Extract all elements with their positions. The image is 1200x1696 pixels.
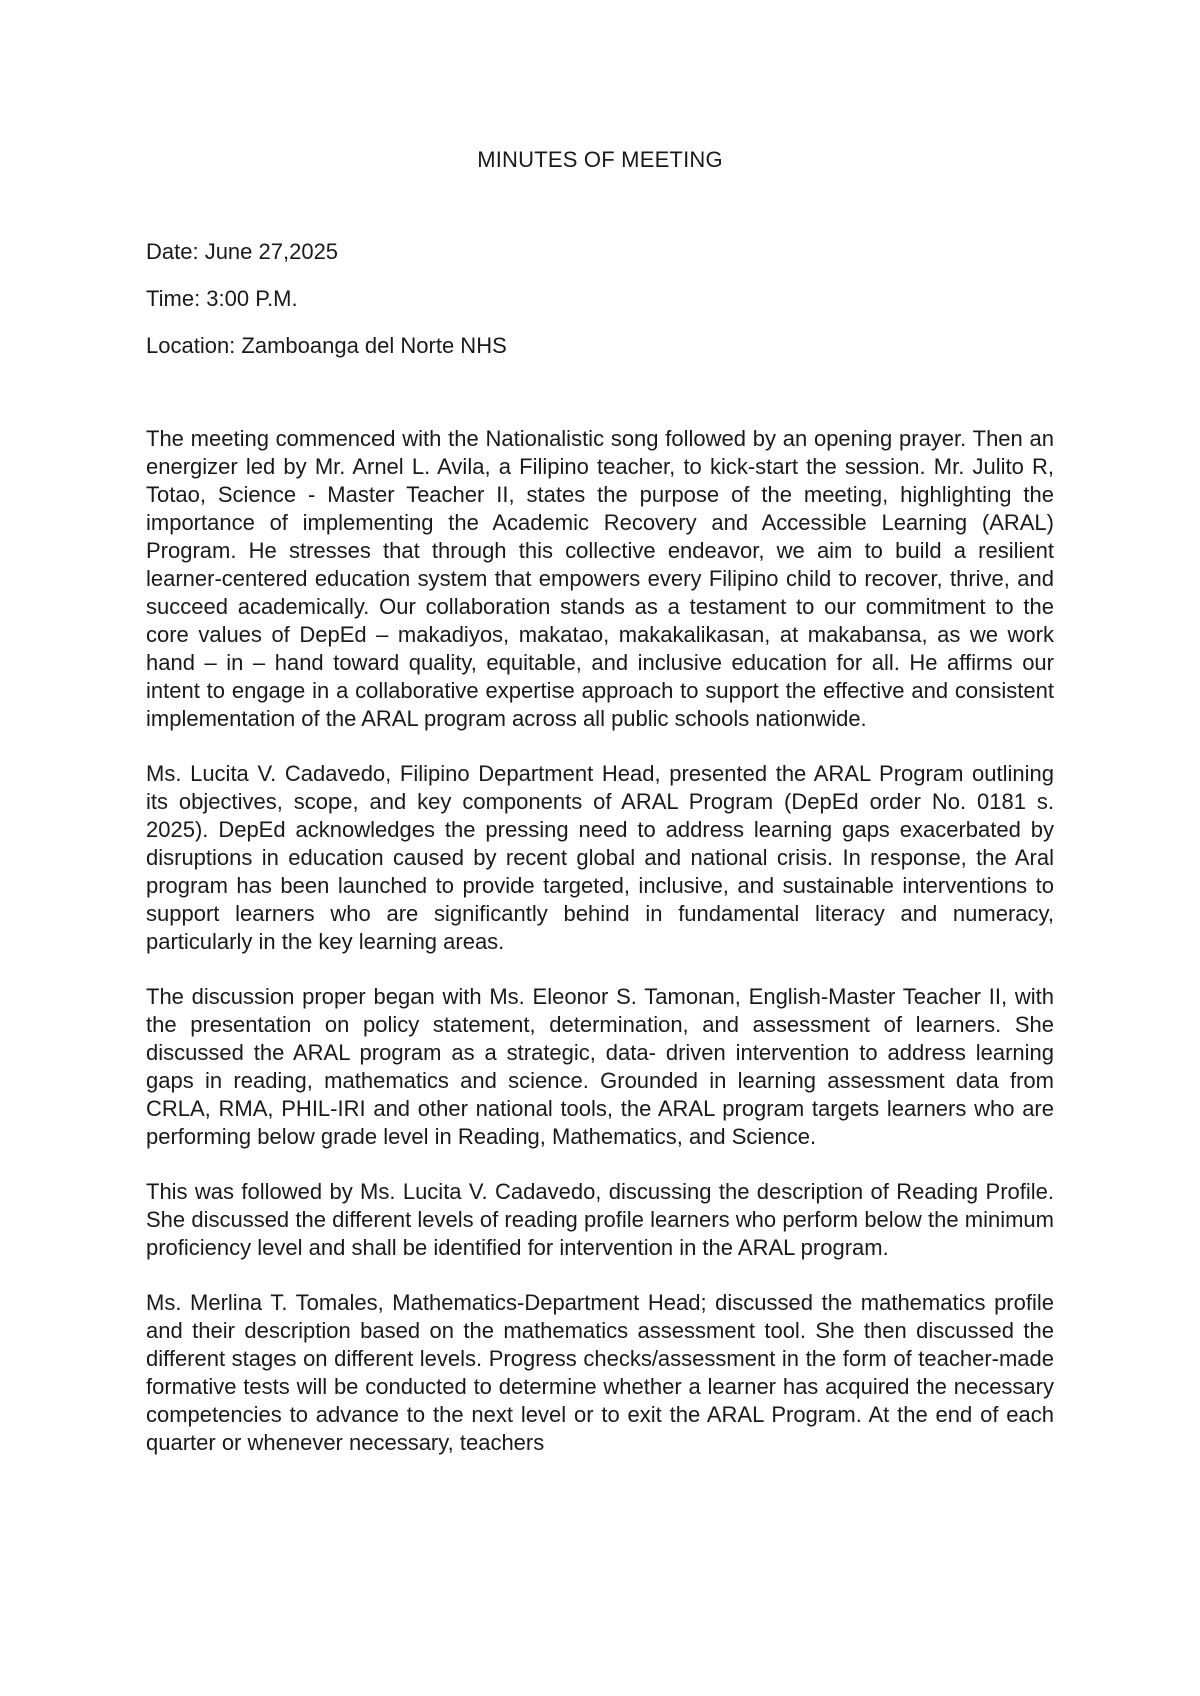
- minutes-body: [146, 425, 1054, 1484]
- paragraph-discussion-proper: The discussion proper began with Ms. Eleonor S. Tamonan, English-Master Teacher II, with the presentation on policy statement, determination, and assessment of learners. She discussed the ARAL program as a strategic, data- driven intervention to address learning gaps in reading, mathematics and science. Grounded in learning assessment data from CRLA, RMA, PHIL-IRI and other national tools, the ARAL program targets learners who are performing below grade level in Reading, Mathematics, and Science.: [146, 984, 1054, 1149]
- paragraph-opening: The meeting commenced with the Nationalistic song followed by an opening prayer. Then an energizer led by Mr. Arnel L. Avila, a Filipino teacher, to kick-start the session. Mr. Julito R, Totao, Science - Master Teacher II, states the purpose of the meeting, highlighting the importance of implementing the Academic Recovery and Accessible Learning (ARAL) Program. He stresses that through this collective endeavor, we aim to build a resilient learner-centered education system that empowers every Filipino child to recover, thrive, and succeed academically. Our collaboration stands as a testament to our commitment to the core values of DepEd – makadiyos, makatao, makakalikasan, at makabansa, as we work hand – in – hand toward quality, equitable, and inclusive education for all. He affirms our intent to engage in a collaborative expertise approach to support the effective and consistent implementation of the ARAL program across all public schools nationwide.: [146, 426, 1054, 731]
- meeting-details: [146, 240, 507, 381]
- paragraph-mathematics-profile: Ms. Merlina T. Tomales, Mathematics-Department Head; discussed the mathematics profile and their description based on the mathematics assessment tool. She then discussed the different stages on different levels. Progress checks/assessment in the form of teacher-made formative tests will be conducted to determine whether a learner has acquired the necessary competencies to advance to the next level or to exit the ARAL Program. At the end of each quarter or whenever necessary, teachers: [146, 1290, 1054, 1455]
- meeting-location: Location: Zamboanga del Norte NHS: [146, 333, 507, 358]
- document-title: MINUTES OF MEETING: [477, 147, 723, 172]
- meeting-time: Time: 3:00 P.M.: [146, 286, 298, 311]
- meeting-date: Date: June 27,2025: [146, 239, 339, 264]
- paragraph-aral-presentation: Ms. Lucita V. Cadavedo, Filipino Department Head, presented the ARAL Program outlining its objectives, scope, and key components of ARAL Program (DepEd order No. 0181 s. 2025). DepEd acknowledges the pressing need to address learning gaps exacerbated by disruptions in education caused by recent global and national crisis. In response, the Aral program has been launched to provide targeted, inclusive, and sustainable interventions to support learners who are significantly behind in fundamental literacy and numeracy, particularly in the key learning areas.: [146, 761, 1054, 954]
- paragraph-reading-profile: This was followed by Ms. Lucita V. Cadavedo, discussing the description of Reading Profile. She discussed the different levels of reading profile learners who perform below the minimum proficiency level and shall be identified for intervention in the ARAL program.: [146, 1179, 1054, 1260]
